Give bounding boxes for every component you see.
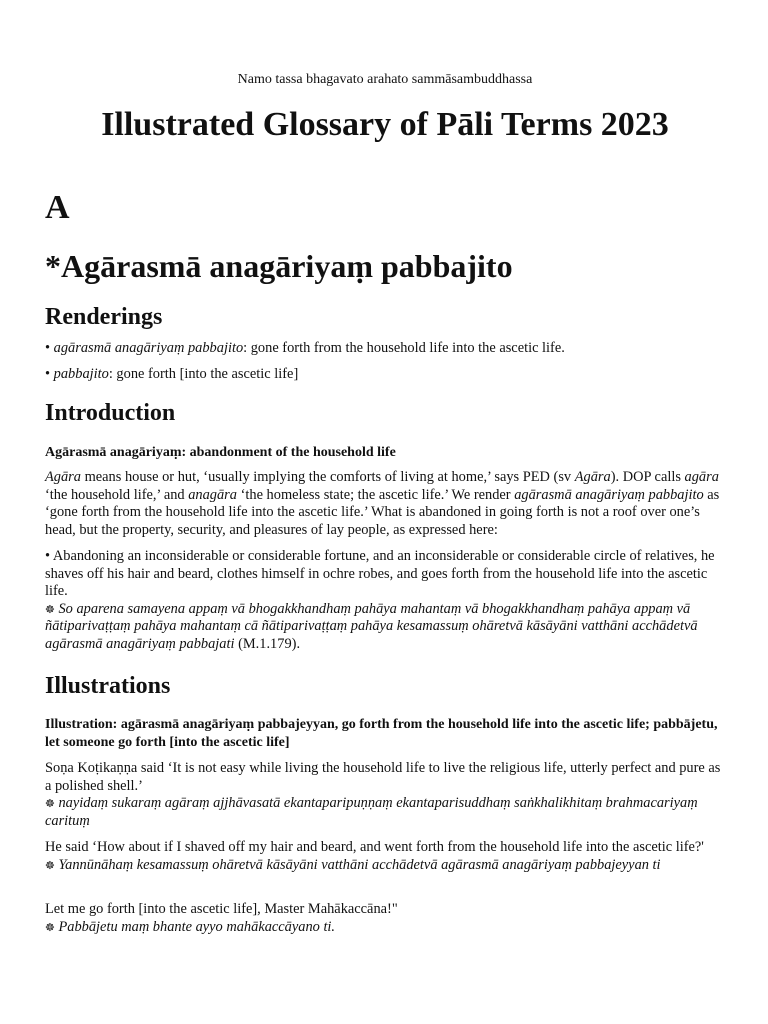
pali-term: agāra: [684, 469, 719, 485]
document-title: Illustrated Glossary of Pāli Terms 2023: [101, 106, 669, 143]
rendering-gloss: : gone forth from the household life into the ascetic life.: [243, 340, 565, 356]
rendering-pali: agārasmā anagāriyaṃ pabbajito: [53, 340, 244, 356]
pali-term: agārasmā anagāriyaṃ pabbajito: [514, 486, 704, 503]
illustrations-heading: Illustrations: [45, 673, 171, 699]
quote-reference: (M.1.179).: [234, 635, 301, 652]
rendering-pali: pabbajito: [53, 366, 109, 382]
section-letter: A: [45, 189, 70, 226]
quote-english: Abandoning an inconsiderable or considerable fortune, and an inconsiderable or considerable circle of relatives, he shaves off his hair and beard, clothes himself in ochre robes, and goes forth from the household life into the ascetic life.: [45, 548, 715, 599]
rendering-item: [45, 340, 725, 358]
invocation-line: Namo tassa bhagavato arahato sammāsambuddhassa: [237, 72, 533, 87]
dharma-wheel-icon: ☸: [45, 920, 55, 934]
pali-term: anagāra: [188, 486, 237, 503]
passage-pali: Pabbājetu maṃ bhante ayyo mahākaccāyano ti.: [58, 918, 336, 935]
passage-english: Let me go forth [into the ascetic life], Master Mahākaccāna!": [45, 901, 398, 917]
passage-pali: Yannūnāhaṃ kesamassuṃ ohāretvā kāsāyāni vatthāni acchādetvā agārasmā anagāriyaṃ pabbajeyyan ti: [58, 856, 661, 873]
illustration-passage: [45, 839, 725, 874]
illustration-passage: [45, 901, 725, 936]
paragraph-text: ‘the household life,’ and: [45, 486, 189, 503]
paragraph-text: as ‘gone forth from the household life into the ascetic life.’ What is abandoned in going forth is not a roof over one’s head, but the property, security, and pleasures of lay people, as expressed here:: [45, 486, 720, 538]
paragraph-text: ). DOP calls: [610, 469, 685, 485]
pali-term: Agāra: [45, 469, 81, 485]
illustration-subheading: Illustration: agārasmā anagāriyaṃ pabbajeyyan, go forth from the household life into the ascetic life; pabbājetu, let someone go forth [into the ascetic life]: [45, 717, 718, 750]
passage-pali: nayidaṃ sukaraṃ agāraṃ ajjhāvasatā ekantaparipuṇṇaṃ ekantaparisuddhaṃ saṅkhalikhitaṃ brahmacariyaṃ carituṃ: [45, 795, 698, 829]
pali-term: Agāra: [574, 469, 611, 485]
dharma-wheel-icon: ☸: [45, 797, 55, 810]
passage-english: Soṇa Koṭikaṇṇa said ‘It is not easy while living the household life to live the religious life, utterly perfect and pure as a polished shell.’: [45, 760, 721, 794]
paragraph-text: ‘the homeless state; the ascetic life.’ We render: [236, 486, 515, 503]
introduction-subheading: Agārasmā anagāriyaṃ: abandonment of the household life: [45, 445, 396, 460]
quote-pali: So aparena samayena appaṃ vā bhogakkhandhaṃ pahāya mahantaṃ vā bhogakkhandhaṃ pahāya appaṃ vā ñātiparivaṭṭaṃ pahāya mahantaṃ cā ñātiparivaṭṭaṃ pahāya kesamassuṃ ohāretvā kāsāyāni vatthāni acchādetvā agārasmā anagāriyaṃ pabbajati: [45, 600, 698, 652]
passage-english: He said ‘How about if I shaved off my hair and beard, and went forth from the household life into the ascetic life?': [45, 839, 704, 855]
quote-block: [45, 548, 725, 653]
entry-term-heading: *Agārasmā anagāriyaṃ pabbajito: [45, 248, 513, 284]
bullet-glyph: •: [45, 366, 51, 382]
rendering-gloss: : gone forth [into the ascetic life]: [108, 366, 299, 382]
bullet-glyph: •: [45, 340, 51, 356]
dharma-wheel-icon: ☸: [45, 602, 55, 616]
introduction-heading: Introduction: [45, 400, 176, 426]
introduction-paragraph: [45, 469, 725, 539]
renderings-heading: Renderings: [45, 304, 163, 330]
bullet-glyph: •: [45, 548, 51, 564]
rendering-item: [45, 366, 725, 384]
dharma-wheel-icon: ☸: [45, 858, 55, 872]
illustration-passage: [45, 760, 725, 830]
paragraph-text: means house or hut, ‘usually implying the comforts of living at home,’ says PED (sv: [80, 469, 575, 485]
